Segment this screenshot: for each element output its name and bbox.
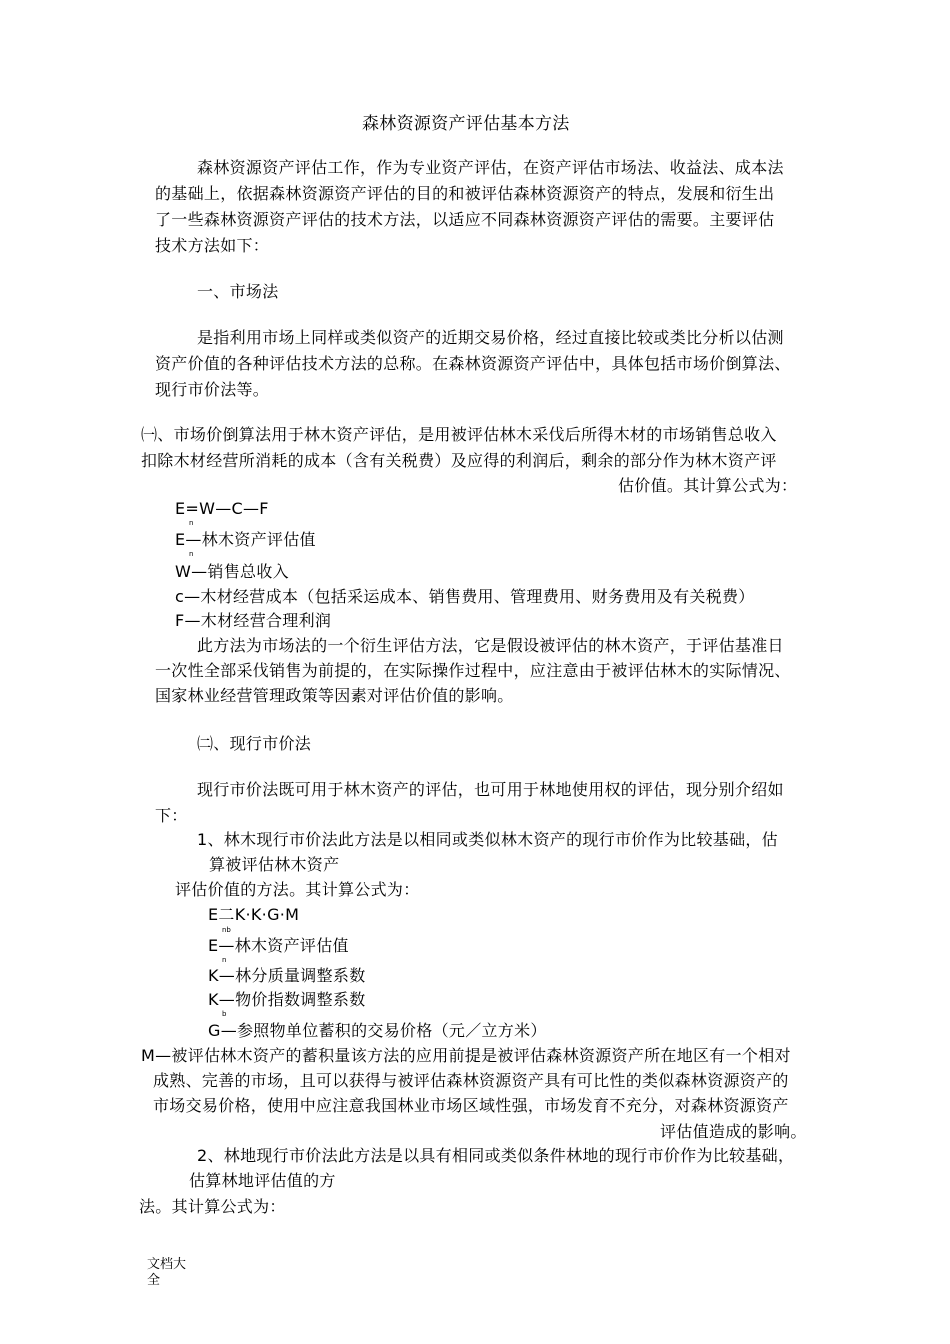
formula1-subscript-n2: n [189,550,194,558]
section1-line-2: 资产价值的各种评估技术方法的总称。在森林资源资产评估中，具体包括市场价倒算法、 [155,354,791,373]
formula2-def-k1: K—林分质量调整系数 [208,966,366,985]
sub1-line-3: 估价值。其计算公式为： [618,476,798,495]
formula1-equation: E=W—C—F [175,499,269,518]
item1-line-3: 评估价值的方法。其计算公式为： [175,880,420,899]
item2-line-2: 估算林地评估值的方 [189,1171,336,1190]
intro-line-2: 的基础上，依据森林资源资产评估的目的和被评估森林资源资产的特点，发展和衍生出 [155,184,775,203]
footer-line-1: 文档大 [147,1257,187,1272]
item2-line-1: 2、林地现行市价法此方法是以具有相同或类似条件林地的现行市价作为比较基础， [197,1146,795,1165]
formula2-def-k2: K—物价指数调整系数 [208,990,366,1009]
formula2-subscript-n: n [222,956,227,964]
sub2-line-2: 下： [155,806,188,825]
sub1-note-line-3: 国家林业经营管理政策等因素对评估价值的影响。 [155,686,514,705]
formula1-def-c: c—木材经营成本（包括采运成本、销售费用、管理费用、财务费用及有关税费） [175,587,755,606]
formula2-subscript-nb: nb [222,926,231,934]
section1-heading: 一、市场法 [197,282,279,301]
formula1-def-w: W—销售总收入 [175,562,289,581]
item2-line-3: 法。其计算公式为： [139,1197,286,1216]
item1-note-line-3: 市场交易价格，使用中应注意我国林业市场区域性强，市场发育不充分，对森林资源资产 [153,1096,789,1115]
formula1-def-e: E—林木资产评估值 [175,530,316,549]
formula2-def-g: G—参照物单位蓄积的交易价格（元／立方米） [208,1021,547,1040]
intro-line-1: 森林资源资产评估工作，作为专业资产评估，在资产评估市场法、收益法、成本法 [197,158,784,177]
sub2-heading: ㈡、现行市价法 [197,734,312,753]
footer-line-2: 全 [147,1273,161,1288]
section1-line-3: 现行市价法等。 [155,380,270,399]
item1-note-line-2: 成熟、完善的市场，且可以获得与被评估森林资源资产具有可比性的类似森林资源资产的 [153,1071,789,1090]
formula1-subscript-n: n [189,519,194,527]
item1-line-2: 算被评估林木资产 [209,855,340,874]
intro-line-4: 技术方法如下： [155,236,270,255]
sub1-line-1: ㈠、市场价倒算法用于林木资产评估，是用被评估林木采伐后所得木材的市场销售总收入 [141,425,777,444]
sub1-line-2: 扣除木材经营所消耗的成本（含有关税费）及应得的利润后，剩余的部分作为林木资产评 [141,451,777,470]
item1-line-1: 1、林木现行市价法此方法是以相同或类似林木资产的现行市价作为比较基础，估 [197,830,778,849]
sub1-note-line-2: 一次性全部采伐销售为前提的，在实际操作过程中，应注意由于被评估林木的实际情况、 [155,661,791,680]
document-title: 森林资源资产评估基本方法 [362,114,570,134]
sub2-line-1: 现行市价法既可用于林木资产的评估，也可用于林地使用权的评估，现分别介绍如 [197,780,784,799]
formula2-equation: E二K·K·G·M [208,905,300,924]
section1-line-1: 是指利用市场上同样或类似资产的近期交易价格，经过直接比较或类比分析以估测 [197,328,784,347]
intro-line-3: 了一些森林资源资产评估的技术方法，以适应不同森林资源资产评估的需要。主要评估 [155,210,775,229]
formula2-subscript-b: b [222,1010,227,1018]
item1-note-line-4: 评估值造成的影响。 [660,1122,807,1141]
formula1-def-f: F—木材经营合理利润 [175,611,332,630]
formula2-def-e: E—林木资产评估值 [208,936,349,955]
item1-note-line-1: M—被评估林木资产的蓄积量该方法的应用前提是被评估森林资源资产所在地区有一个相对 [141,1046,791,1065]
sub1-note-line-1: 此方法为市场法的一个衍生评估方法，它是假设被评估的林木资产，于评估基准日 [197,636,784,655]
